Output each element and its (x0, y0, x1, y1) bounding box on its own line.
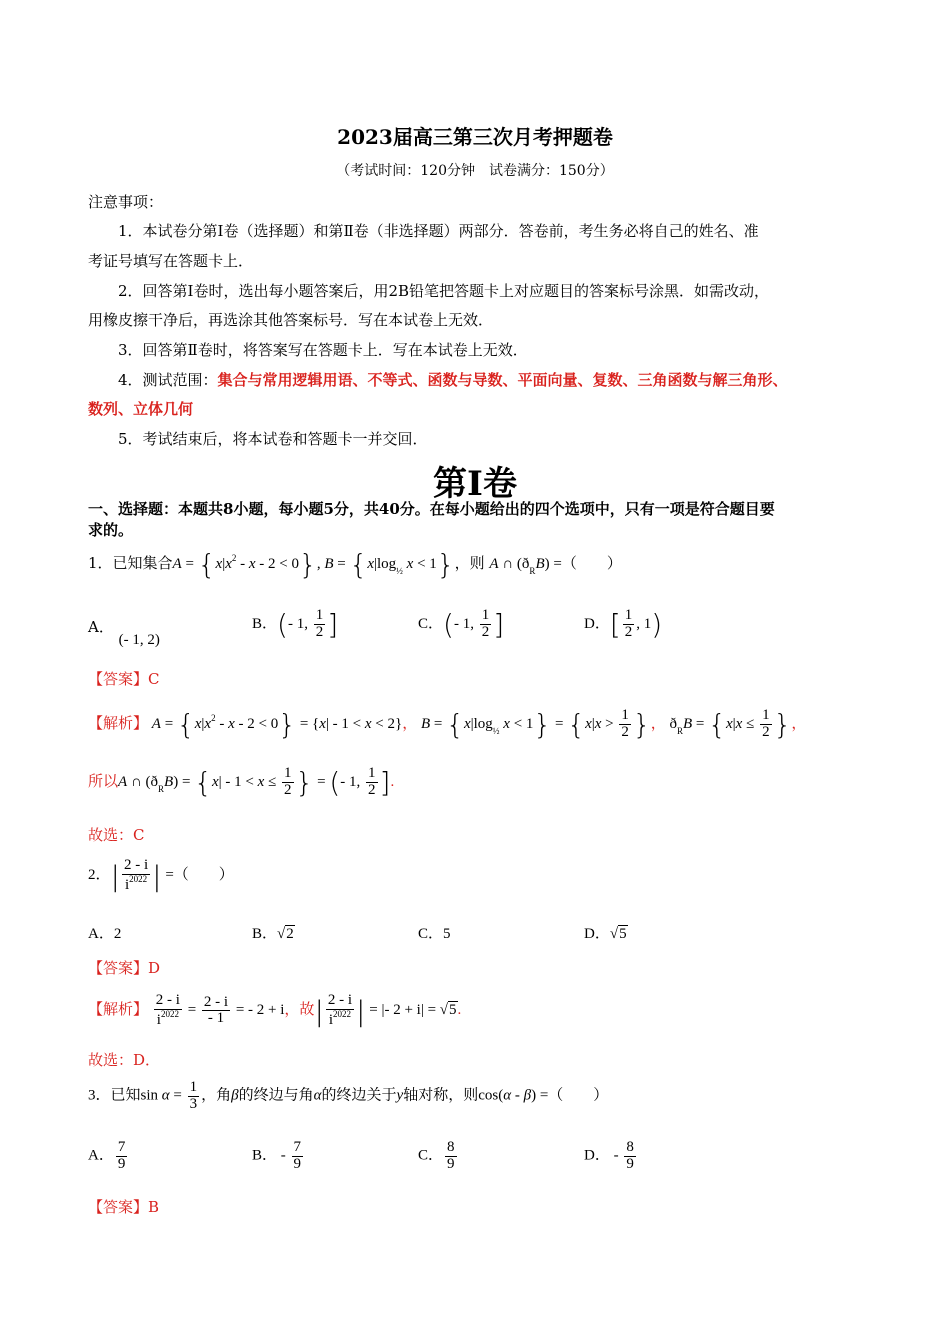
q3-stem-mid1: ，角 (201, 1087, 232, 1104)
q1-conclusion: 故选：C (88, 826, 145, 844)
note-4-scope: 集合与常用逻辑用语、不等式、函数与导数、平面向量、复数、三角函数与解三角形、 (217, 371, 788, 389)
q3-option-a-label: A． (88, 1147, 114, 1164)
q1-option-a-value: (- 1, 2) (118, 632, 160, 648)
note-2b: 用橡皮擦干净后，再选涂其他答案标号．写在本试卷上无效． (88, 311, 494, 329)
q2-option-c: C．5 (418, 926, 451, 942)
exam-title: 2023届高三第三次月考押题卷 (337, 125, 613, 149)
q1-then: ，则 (454, 553, 485, 572)
note-1a: 1．本试卷分第Ⅰ卷（选择题）和第Ⅱ卷（非选择题）两部分．答卷前，考生务必将自己的姓名、准 (118, 222, 759, 240)
q1-analysis: 【解析】 $A = \{x|x^2 - x - 2 < 0\} = \{x| - 1 < x < 2\}$， $B = \{x|\log_{\frac{1}{2}}$ x < 1} = {x|x > $\frac{1}{2}$ }， $ð_RB = \{x|x$ ≤ $\frac{1}{2}$ }， (88, 707, 807, 741)
q2-answer-value: D (148, 959, 161, 977)
note-2a: 2．回答第Ⅰ卷时，选出每小题答案后，用2B铅笔把答题卡上对应题目的答案标号涂黑．如需改动， (118, 282, 770, 300)
q2-option-d: D．√5 (584, 926, 627, 942)
note-5: 5．考试结束后，将本试卷和答题卡一并交回． (118, 430, 428, 448)
q2-so: ，故 (284, 1002, 315, 1019)
q1-option-c: C．(- 1, $\frac{1}{2}$ ] (418, 607, 505, 641)
note-4-scope-cont: 数列、立体几何 (88, 400, 194, 418)
q1-expr: A ∩ $(ð_RB)$ = (489, 555, 562, 576)
note-1b: 考证号填写在答题卡上． (88, 252, 254, 270)
q3-option-c: C． $\frac{8}{9}$ (418, 1139, 455, 1172)
note-4 (118, 369, 788, 390)
q1-option-d: D．[ $\frac{1}{2}$ , 1) (584, 607, 663, 641)
q2-conclusion: 故选：D． (88, 1051, 161, 1069)
q1-answer-value: C (148, 670, 160, 688)
note-4-prefix: 4．测试范围： (118, 371, 218, 389)
q1-analysis-result: 所以A ∩ $(ð_RB) = \{x| - 1 < x$ ≤ $\frac{1}{2}$ } = (- 1, $\frac{1}{2}$ ]. (88, 765, 395, 799)
q2-paren: （ ） (173, 867, 234, 884)
q2-option-b: B．√2 (252, 926, 294, 942)
q3-option-a: A． $\frac{7}{9}$ (88, 1139, 126, 1172)
q1-answer-label: 【答案】 (88, 670, 149, 688)
q3-stem-prefix: 3．已知 (88, 1087, 141, 1104)
q3-option-d-label: D． (584, 1147, 610, 1164)
q3-stem-y: y (396, 1087, 404, 1104)
q1-option-c-label: C． (418, 615, 444, 632)
q2-stem: 2．| $\frac{2 - i}{i^{2022}}$ | =（ ） (88, 857, 234, 893)
q2-analysis: 【解析】 $\frac{2 - i}{i^{2022}}$ = $\frac{2 - i}{- 1}$ = - 2 + i，故| $\frac{2 - i}{i^{2022}}$ | = |- 2 + i| = √5. (88, 992, 462, 1028)
q2-option-d-label: D． (584, 926, 610, 942)
section-title: 第Ⅰ卷 (433, 464, 517, 504)
q1-option-b: B．(- 1, $\frac{1}{2}$ ] (252, 607, 339, 641)
q3-answer-label: 【答案】 (88, 1198, 149, 1216)
q1-so: 所以 (88, 773, 119, 790)
q2-num: 2． (88, 867, 111, 884)
q1-stem-prefix: 1．已知集合 (88, 553, 173, 572)
q3-stem-mid2: 的终边与角 (238, 1087, 314, 1104)
q3-option-d: D． - $\frac{8}{9}$ (584, 1139, 634, 1172)
q3-option-c-label: C． (418, 1147, 444, 1164)
section-instructions: 一、选择题：本题共8小题，每小题5分，共40分。在每小题给出的四个选项中，只有一项是符合题目要 (88, 500, 775, 518)
q1-option-a-label: A． (88, 618, 114, 636)
q3-answer-value: B (148, 1198, 160, 1216)
q3-stem-mid3: 的终边关于 (321, 1087, 397, 1104)
notes-heading: 注意事项： (88, 193, 164, 211)
q1-option-a (88, 616, 160, 648)
q1-stem (88, 548, 622, 581)
note-3: 3．回答第Ⅱ卷时，将答案写在答题卡上．写在本试卷上无效． (118, 341, 528, 359)
section-instructions-cont: 求的。 (88, 521, 134, 539)
q1-set-a: $A = \{x|x^2 - x - 2 < 0\}$, $B = \{x|\log_{\frac{1}{2}}$ x < 1} (172, 548, 455, 581)
q3-option-b: B． - $\frac{7}{9}$ (252, 1139, 302, 1172)
q1-paren: （ ） (561, 553, 622, 572)
q2-option-a: A．2 (88, 926, 122, 942)
q3-paren: （ ） (548, 1087, 609, 1104)
exam-subtitle: （考试时间：120分钟 试卷满分：150分） (336, 163, 614, 179)
q3-answer (88, 1196, 159, 1217)
q3-stem: 3．已知sin α = $\frac{1}{3}$ ，角β的终边与角α的终边关于y轴对称，则cos(α - β) =（ ） (88, 1079, 609, 1112)
q1-option-d-label: D． (584, 615, 610, 632)
q2-answer-label: 【答案】 (88, 959, 149, 977)
q3-option-b-label: B． (252, 1147, 278, 1164)
q2-analysis-label: 【解析】 (88, 1002, 149, 1019)
q1-option-b-label: B． (252, 615, 278, 632)
q1-analysis-label: 【解析】 (88, 715, 149, 732)
q2-option-b-label: B． (252, 926, 278, 942)
q1-answer (88, 668, 160, 689)
q2-answer (88, 957, 160, 978)
q3-stem-mid4: 轴对称，则 (403, 1087, 479, 1104)
